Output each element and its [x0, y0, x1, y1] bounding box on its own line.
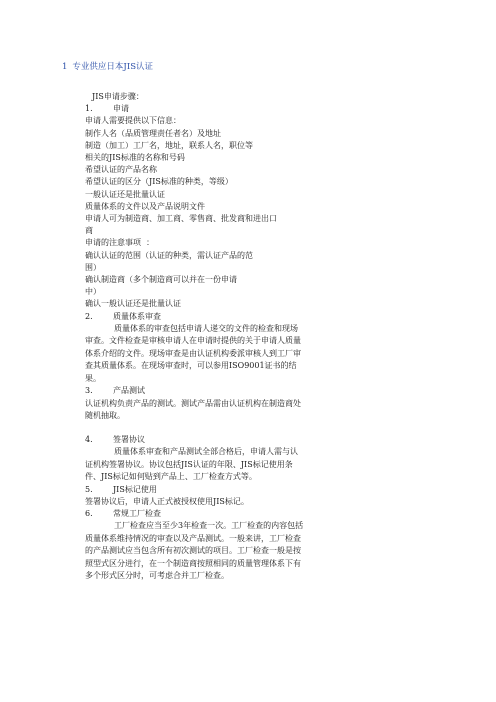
section-1-line: 希望认证的区分（JIS标准的种类，等级）	[85, 177, 233, 187]
section-1-line: 制作人名（品质管理责任者名）及地址	[85, 128, 221, 138]
section-6-heading: 6. 常规工厂检查	[85, 509, 161, 519]
section-1-line: 围）	[85, 262, 101, 272]
section-1-line: 商	[85, 226, 93, 236]
section-1-line: 质量体系的文件以及产品说明文件	[85, 201, 205, 211]
section-1-line: 申请人可为制造商、加工商、零售商、批发商和进出口	[85, 214, 277, 224]
document-body	[85, 91, 305, 583]
section-1-heading: 1. 申请	[85, 104, 129, 114]
section-1-line: 确认一般认证还是批量认证	[85, 299, 181, 309]
section-5-paragraph: 签署协议后，申请人正式被授权使用JIS标记。	[85, 496, 249, 506]
intro-text: JIS申请步骤：	[92, 92, 144, 101]
section-1-body	[85, 115, 305, 310]
section-4-heading: 4. 签署协议	[85, 434, 145, 444]
section-1-line: 确认认证的范围（认证的种类，需认证产品的范	[85, 250, 253, 260]
section-1-line: 制造（加工）工厂名，地址，联系人名，职位等	[85, 140, 253, 150]
section-6-paragraph: 工厂检查应当至少3年检查一次。工厂检查的内容包括质量体系维持情况的审查以及产品测试。一般来讲，工厂检查的产品测试应当包含所有初次测试的项目。工厂检查一般是按照型式区分进行，在一个制造商按照相同的质量管理体系下有多个形式区分时，可考虑合并工厂检查。	[85, 521, 304, 581]
section-3-paragraph: 认证机构负责产品的测试。测试产品需由认证机构在制造商处随机抽取。	[85, 398, 301, 420]
section-3-heading: 3. 产品测试	[85, 386, 145, 396]
title-number: 1	[62, 62, 68, 72]
section-1-line: 希望认证的产品名称	[85, 165, 157, 175]
section-2-paragraph: 质量体系的审查包括申请人递交的文件的检查和现场审查。文件检查是审核申请人在申请时提供的关于申请人质量体系介绍的文件。现场审查是由认证机构委派审核人到工厂审查其质量体系。在现场审查时，可以参用ISO9001证书的结果。	[85, 323, 301, 383]
section-1-line: 确认制造商（多个制造商可以并在一份申请	[85, 275, 237, 285]
section-1-line: 一般认证还是批量认证	[85, 189, 165, 199]
section-5-heading: 5. JIS标记使用	[85, 484, 157, 494]
title-text: 专业供应日本JIS认证	[72, 62, 154, 72]
page-title	[62, 60, 153, 72]
section-spacer	[85, 422, 305, 434]
section-4-paragraph: 质量体系审查和产品测试全部合格后，申请人需与认证机构签署协议。协议包括JIS认证的年限、JIS标记使用条件、JIS标记如何贴到产品上、工厂检查方式等。	[85, 447, 298, 482]
section-1-line: 申请人需要提供以下信息：	[85, 116, 181, 126]
section-2-heading: 2. 质量体系审查	[85, 311, 161, 321]
section-1-line: 申请的注意事项 ：	[85, 238, 155, 248]
section-1-line: 相关的JIS标准的名称和号码	[85, 153, 185, 163]
section-1-line: 中）	[85, 287, 101, 297]
